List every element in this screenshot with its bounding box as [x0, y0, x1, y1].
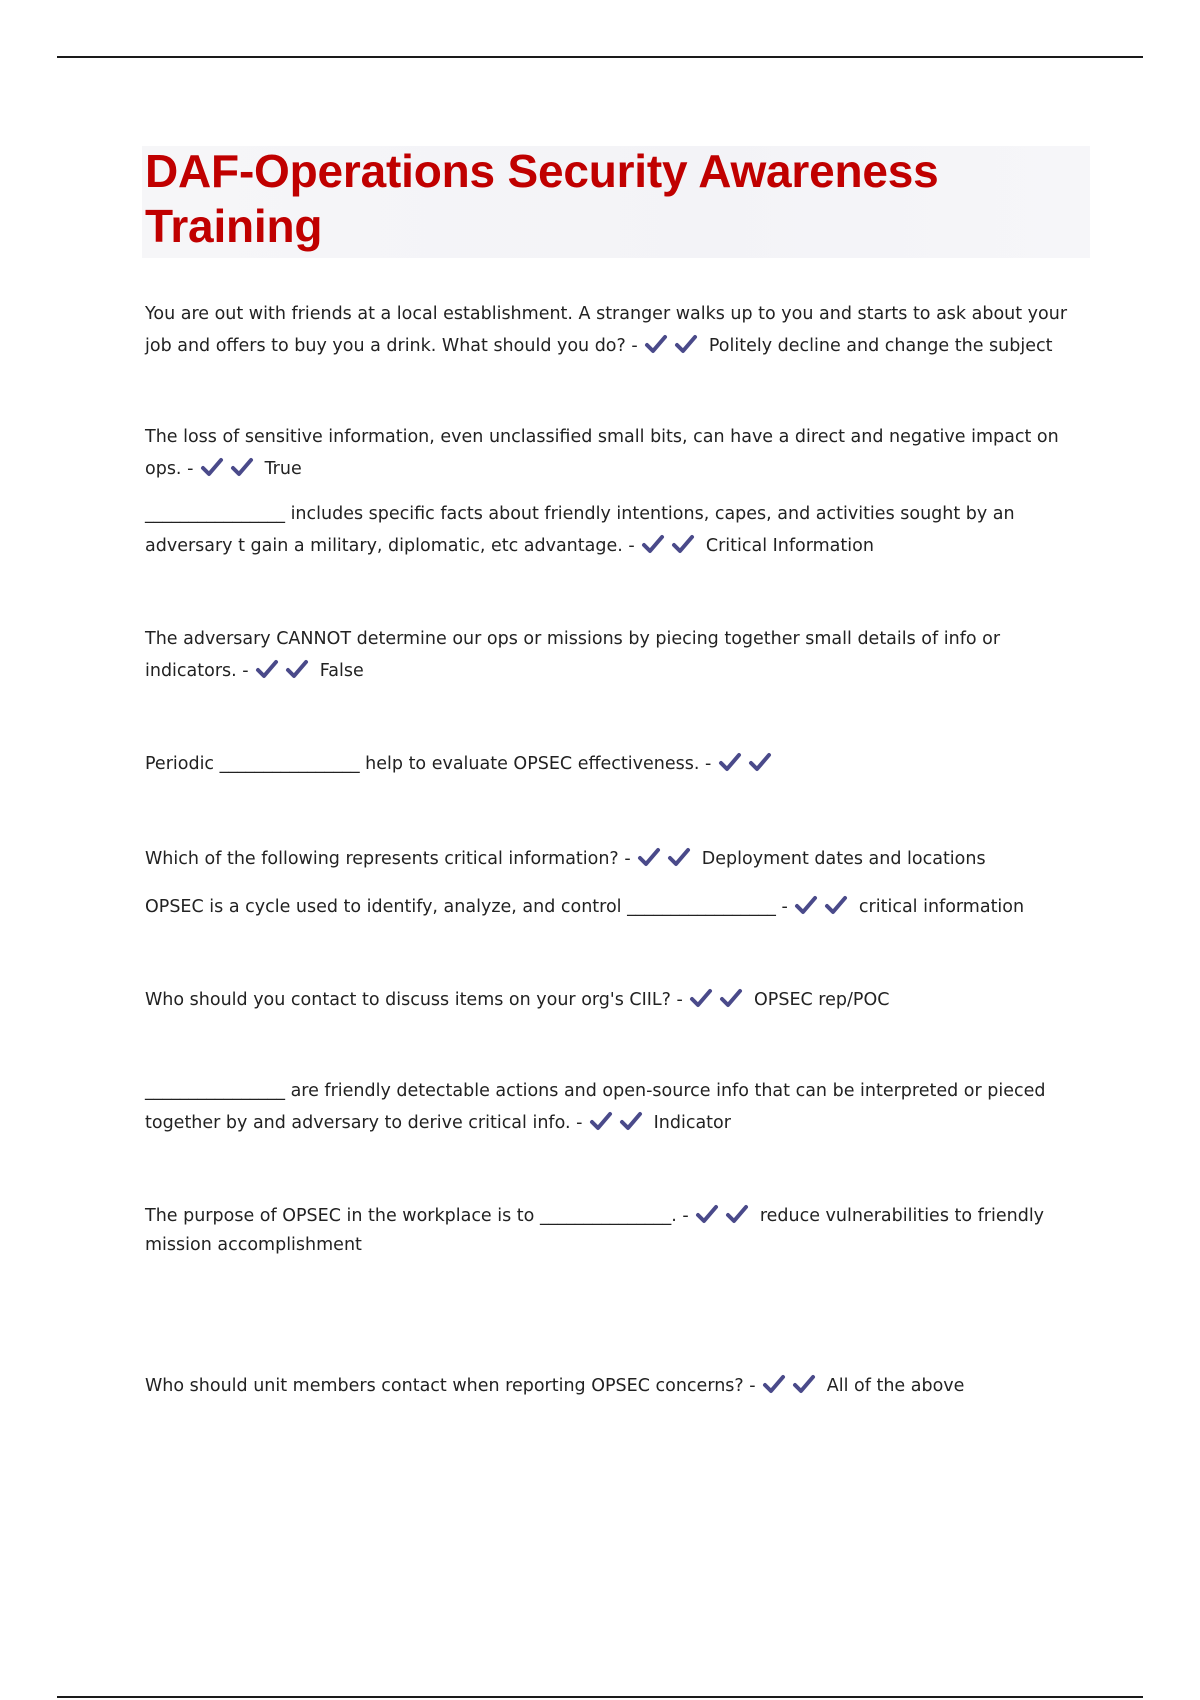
question-text: OPSEC is a cycle used to identify, analyze, and control _________________: [145, 897, 776, 917]
separator: -: [682, 1206, 689, 1226]
qa-item-11: [145, 1370, 1090, 1402]
question-text: The loss of sensitive information, even unclassified small bits, can have a direct and negative impact on ops.: [145, 427, 1059, 479]
check-icon: [670, 534, 696, 554]
check-icon: [284, 659, 310, 679]
qa-item-8: [145, 984, 1090, 1016]
check-icon: [254, 659, 280, 679]
check-icon: [724, 1204, 750, 1224]
question-text: You are out with friends at a local establishment. A stranger walks up to you and starts to ask about your job and offers to buy you a drink. What should you do?: [145, 304, 1068, 356]
check-icon: [618, 1111, 644, 1131]
qa-item-6: [145, 843, 1090, 875]
qa-item-3: [145, 498, 1090, 562]
qa-item-5: [145, 748, 1090, 780]
check-icon: [791, 1374, 817, 1394]
check-icon: [229, 457, 255, 477]
separator: -: [624, 849, 631, 869]
check-icon: [643, 334, 669, 354]
question-text: ________________ includes specific facts about friendly intentions, capes, and activities sought by an adversary t gain a military, diplomatic, etc advantage.: [145, 504, 1015, 556]
answer-text: Deployment dates and locations: [701, 849, 986, 869]
question-text: ________________ are friendly detectable actions and open-source info that can be interpreted or pieced together by and adversary to derive critical info.: [145, 1081, 1046, 1133]
question-text: The purpose of OPSEC in the workplace is to _______________.: [145, 1206, 677, 1226]
check-icon: [823, 895, 849, 915]
check-icon: [673, 334, 699, 354]
answer-text: reduce vulnerabilities to friendly mission accomplishment: [145, 1206, 1045, 1255]
document-title: DAF-Operations Security Awareness Training: [145, 145, 939, 252]
separator: -: [631, 336, 638, 356]
separator: -: [242, 661, 249, 681]
answer-text: All of the above: [826, 1376, 965, 1396]
question-text: The adversary CANNOT determine our ops or missions by piecing together small details of info or indicators.: [145, 629, 1001, 681]
separator: -: [576, 1113, 583, 1133]
check-icon: [718, 988, 744, 1008]
check-icon: [640, 534, 666, 554]
question-text: Who should unit members contact when reporting OPSEC concerns?: [145, 1376, 744, 1396]
separator: -: [628, 536, 635, 556]
check-icon: [793, 895, 819, 915]
check-icon: [761, 1374, 787, 1394]
qa-item-7: [145, 891, 1090, 923]
question-text: Which of the following represents critical information?: [145, 849, 619, 869]
qa-item-1: [145, 298, 1090, 362]
qa-item-2: [145, 421, 1090, 485]
qa-item-4: [145, 623, 1090, 687]
check-icon: [694, 1204, 720, 1224]
answer-text: critical information: [858, 897, 1025, 917]
check-icon: [688, 988, 714, 1008]
separator: -: [781, 897, 788, 917]
check-icon: [199, 457, 225, 477]
top-rule: [57, 56, 1143, 58]
check-icon: [717, 752, 743, 772]
check-icon: [666, 847, 692, 867]
separator: -: [676, 990, 683, 1010]
answer-text: Indicator: [653, 1113, 731, 1133]
separator: -: [187, 459, 194, 479]
check-icon: [636, 847, 662, 867]
answer-text: True: [264, 459, 302, 479]
check-icon: [588, 1111, 614, 1131]
check-icon: [747, 752, 773, 772]
question-text: Periodic ________________ help to evaluate OPSEC effectiveness.: [145, 754, 700, 774]
separator: -: [704, 754, 712, 774]
answer-text: Critical Information: [705, 536, 874, 556]
answer-text: False: [319, 661, 364, 681]
qa-item-9: [145, 1075, 1090, 1139]
separator: -: [749, 1376, 756, 1396]
bottom-rule: [57, 1696, 1143, 1698]
qa-item-10: [145, 1202, 1090, 1260]
answer-text: OPSEC rep/POC: [754, 990, 890, 1010]
answer-text: Politely decline and change the subject: [708, 336, 1053, 356]
question-text: Who should you contact to discuss items on your org's CIIL?: [145, 990, 671, 1010]
